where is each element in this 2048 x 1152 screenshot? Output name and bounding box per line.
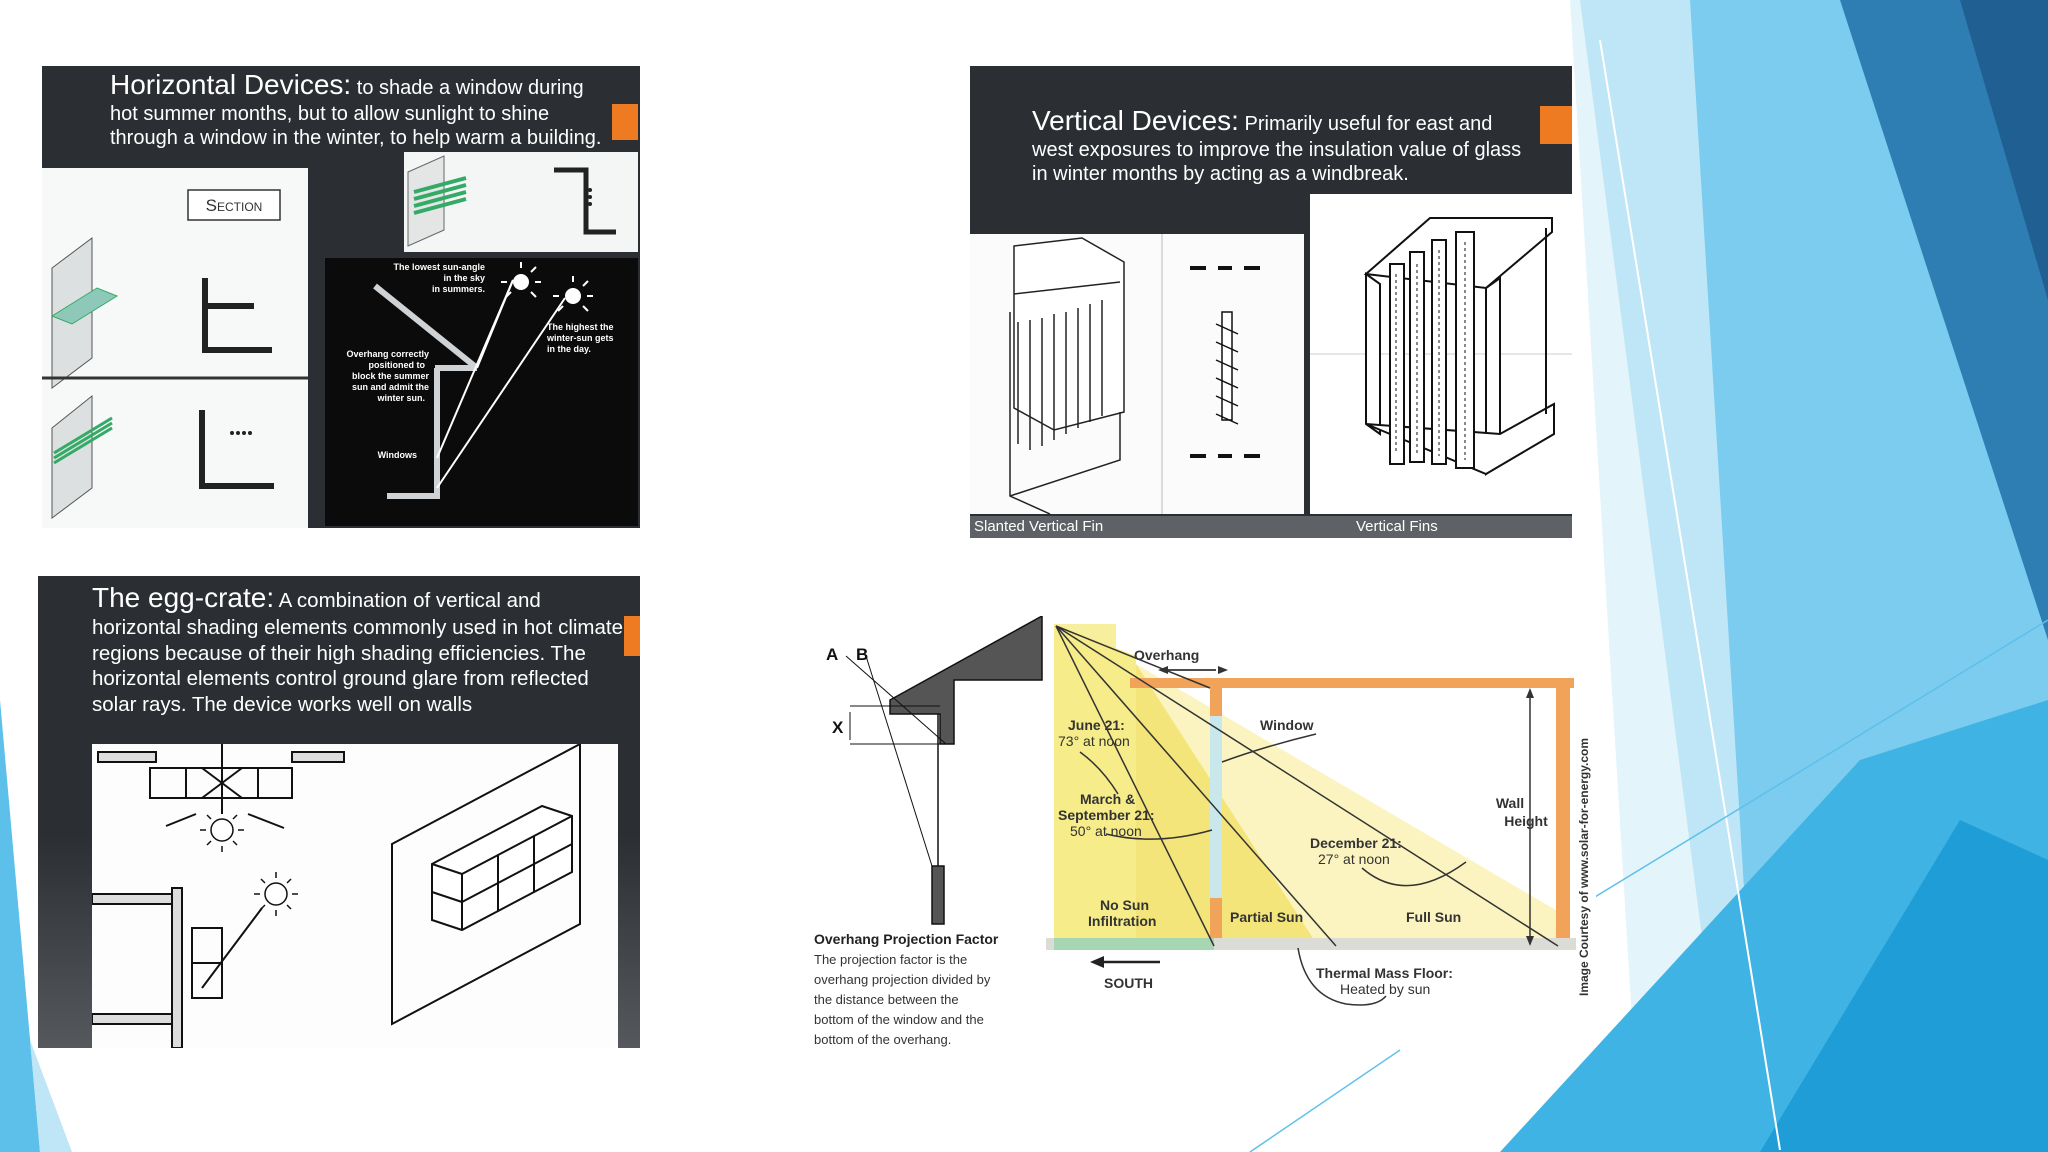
point-a-label: A [826,645,839,664]
egg-crate-heading [92,580,628,718]
window-header [1210,678,1222,716]
fin-plan-icon [1190,268,1260,456]
section-profile-2 [202,410,274,486]
lowest-sun-line-2: in the sky [443,273,485,283]
windows-callout: Windows [377,450,417,460]
egg-crate-title: The egg-crate: [92,582,275,613]
point-x-label: X [832,718,844,737]
overhang-callout-2: positioned to [368,360,425,370]
horizontal-devices-heading [110,68,610,150]
sun-icon-1 [200,808,244,852]
june-label-1: June 21: [1068,717,1125,733]
projection-text-2: overhang projection divided by [814,972,991,987]
accent-bar [624,616,640,656]
floor-label-2: Heated by sun [1340,981,1431,997]
march-label-2: September 21: [1058,807,1155,823]
horizontal-devices-title: Horizontal Devices: [110,69,352,100]
december-label-2: 27° at noon [1318,851,1390,867]
south-label: SOUTH [1104,975,1153,991]
march-label-1: March & [1080,791,1136,807]
egg-crate-section-icon [92,888,262,1048]
december-label-1: December 21: [1310,835,1402,851]
vertical-devices-panel [970,66,1572,538]
overhang-diagram-panel [806,616,1596,1048]
slanted-fin-drawing [970,234,1304,514]
vertical-devices-description: Primarily useful for east and west exposures to improve the insulation value of glass in winter months by acting as a windbreak. [1032,113,1522,185]
caption-slanted-vertical-fin: Slanted Vertical Fin [974,518,1104,535]
egg-crate-description: A combination of vertical and horizontal shading elements commonly used in hot climate regions because of their high shading efficiencies. The horizontal elements control ground glare from reflected solar rays. The device works well on walls [92,589,623,716]
egg-crate-drawing [92,744,618,1048]
accent-bar [1540,106,1572,144]
horizontal-devices-description: to shade a window during hot summer months, but to allow sunlight to shine through a window in the winter, to help warm a building. [110,77,602,149]
highest-sun-line-2: winter-sun gets [547,333,614,343]
egg-crate-panel [38,576,640,1048]
overhang-diagram [806,616,1596,1048]
section-label: Section [205,196,263,215]
horizontal-devices-panel [42,66,640,528]
highest-sun-line-3: in the day. [547,344,591,354]
section-profile-3 [554,170,616,232]
caption-vertical-fins: Vertical Fins [1356,518,1438,535]
overhang-callout-4: sun and admit the [351,382,429,392]
highest-sun-line-1: The highest the [547,322,614,332]
vertical-fins-drawing [1310,194,1572,514]
south-arrow-icon [1090,956,1104,968]
section-profile-1 [205,278,272,350]
projection-text-4: bottom of the window and the [814,1012,984,1027]
horizontal-3d-drawing [404,152,638,252]
wall-height-label-1: Wall [1495,795,1525,811]
overhang-callout-3: block the summer [351,371,429,381]
overhang-callout-5: winter sun. [377,393,425,403]
lowest-sun-line-3: in summers. [431,284,485,294]
image-credit: Image Courtesy of www.solar-for-energy.com [1577,737,1591,996]
egg-crate-3d-icon [392,744,580,1024]
lowest-sun-line-1: The lowest sun-angle [393,262,485,272]
louver-dots [230,431,252,435]
wall-right [1556,678,1570,948]
window-glass [1210,716,1222,914]
no-sun-label-2: Infiltration [1088,913,1157,929]
window-label: Window [1260,717,1314,733]
march-label-3: 50° at noon [1070,823,1142,839]
projection-text-5: bottom of the overhang. [814,1032,952,1047]
vertical-fins-icon [1366,218,1554,474]
floor-label-1: Thermal Mass Floor: [1316,965,1453,981]
projection-factor-title: Overhang Projection Factor [814,931,999,947]
egg-crate-plan-icon [98,744,344,828]
june-label-2: 73° at noon [1058,733,1130,749]
accent-bar [612,104,638,140]
partial-sun-label: Partial Sun [1230,909,1304,925]
projection-text-1: The projection factor is the [814,952,968,967]
wall-height-label-2: Height [1504,813,1548,829]
overhang-callout-1: Overhang correctly [346,349,429,359]
full-sun-label: Full Sun [1406,909,1462,925]
sun-angle-diagram [325,258,638,526]
overhang-label: Overhang [1134,647,1200,663]
horizontal-section-drawings [42,168,308,528]
vertical-devices-heading [1032,104,1532,186]
projection-text-3: the distance between the [814,992,959,1007]
ground-strip [1054,938,1214,950]
point-b-label: B [856,645,869,664]
vertical-devices-title: Vertical Devices: [1032,105,1239,136]
no-sun-label-1: No Sun [1100,897,1149,913]
overhang-section-icon [846,616,1042,924]
wall-with-fins-icon [1010,238,1124,514]
